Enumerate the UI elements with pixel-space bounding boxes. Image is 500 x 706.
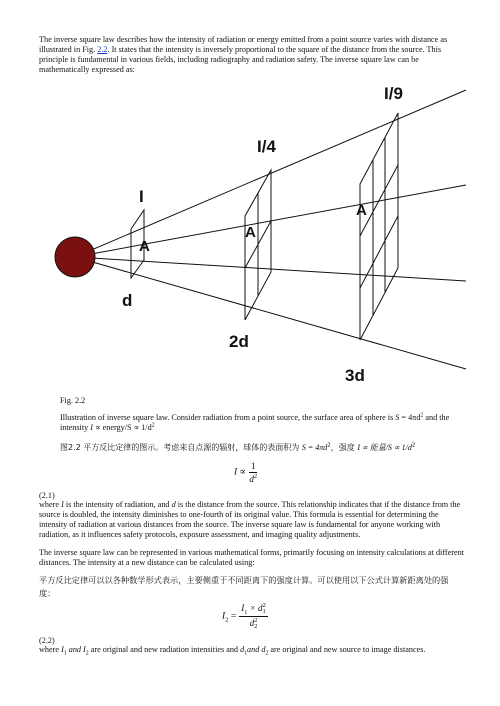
eq2-num-sub: 1 <box>244 608 248 616</box>
eq2-num-sub2: 1 <box>262 608 266 615</box>
last-sub: 2 <box>265 650 269 657</box>
last-var: d <box>261 645 266 654</box>
eq2-den-sup: 2 <box>254 617 258 624</box>
last-text: and <box>247 645 262 654</box>
caption-sup: 2 <box>151 422 155 429</box>
eq1-den-sup: 2 <box>253 473 258 480</box>
label-intensity-mid: I/4 <box>257 137 276 156</box>
equation-label-2-1: (2.1) <box>39 491 55 500</box>
last-sub: 2 <box>85 650 89 657</box>
last-var: d <box>240 645 245 654</box>
caption-text: and the intensity <box>60 413 450 432</box>
caption-sup: 2 <box>420 412 424 419</box>
last-sub: 1 <box>63 650 67 657</box>
point-source <box>55 237 95 277</box>
equation-2-2 <box>222 603 268 630</box>
screen-far <box>360 113 398 340</box>
caption-text: ∝ energy/S ∝ 1/d <box>92 423 152 432</box>
eq2-fraction <box>239 603 267 630</box>
screen-mid <box>245 170 271 320</box>
equation-2-1 <box>234 461 257 484</box>
figure-number: Fig. 2.2 <box>60 396 86 405</box>
label-distance-near: d <box>122 291 133 310</box>
eq2-lhs: I <box>222 611 226 622</box>
eq1-den-var: d <box>249 474 254 484</box>
label-distance-far: 3d <box>345 366 365 385</box>
eq2-num-sup: 2 <box>262 602 266 609</box>
last-var: I <box>61 645 64 654</box>
figure-caption-zh <box>60 442 415 454</box>
intro-text: The inverse square law describes how the intensity of radiation or energy emitted from a point source varies with distance as illustrated in Fig. <box>39 35 448 54</box>
caption-zh-sup: 2 <box>327 442 331 449</box>
forms-paragraph-zh: 平方反比定律可以以各种数学形式表示，主要侧重于不同距离下的强度计算。可以使用以下公式计算新距离处的强度： <box>39 575 449 598</box>
where-text: is the distance from the source. This relationship indicates that if the distance from the source is doubled, the intensity diminishes to one-fourth of its original value. This formula is essential for determining the intensity of radiation at various distances from the source. The inverse square law is fundamental for anyone working with radiation, as it influences safety protocols, exposure assessment, and imaging quality adjustments. <box>39 500 461 539</box>
label-area-mid: A <box>245 224 256 241</box>
where-var-d: d <box>171 500 176 509</box>
label-distance-mid: 2d <box>229 332 249 351</box>
label-intensity-far: I/9 <box>384 84 403 103</box>
caption-var-s: S <box>395 413 400 422</box>
caption-zh-formula: I ∝ 能量/S ∝ 1/d <box>357 443 412 452</box>
eq2-den-var: d <box>249 618 255 629</box>
eq1-numerator: 1 <box>250 461 256 471</box>
last-var: I <box>83 645 86 654</box>
last-text: and <box>66 645 84 654</box>
eq2-num-var: I <box>241 603 245 614</box>
where-text: is the intensity of radiation, and <box>63 500 172 509</box>
eq2-den-sub: 2 <box>254 623 258 630</box>
caption-zh-text: 图2.2 平方反比定律的图示。考虑来自点源的辐射，球体的表面积为 <box>60 443 302 452</box>
eq1-lhs: I ∝ <box>234 467 246 478</box>
where-text: where <box>39 500 62 509</box>
eq2-lhs-sub: 2 <box>225 616 229 624</box>
caption-text: Illustration of inverse square law. Consider radiation from a point source, the surface area of sphere is <box>60 413 396 422</box>
last-text: are original and new radiation intensities and <box>88 645 241 654</box>
where-var-i: I <box>61 500 64 509</box>
caption-var-i: I <box>90 423 93 432</box>
eq1-fraction <box>249 461 258 484</box>
last-sub: 1 <box>244 650 248 657</box>
label-area-far: A <box>356 202 367 219</box>
caption-zh-sup: 2 <box>411 442 416 449</box>
caption-zh-text: ，强度 <box>330 443 358 452</box>
eq2-numerator <box>239 603 267 617</box>
last-paragraph <box>39 645 464 655</box>
label-area-near: A <box>139 238 150 255</box>
forms-paragraph: The inverse square law can be represented in various mathematical forms, primarily focusing on intensity calculations at different distances. The intensity at a new distance can be calculated using: <box>39 548 464 567</box>
intro-text-continued: . It states that the intensity is inversely proportional to the square of the distance from the source. This principle is fundamental in various fields, including radiography and radiation safety. The inverse square law can be mathematically expressed as: <box>39 45 442 74</box>
equation-label-2-2: (2.2) <box>39 636 55 645</box>
label-intensity-near: I <box>139 187 144 206</box>
eq2-equals: = <box>228 611 237 622</box>
caption-text: = 4πd <box>399 413 421 422</box>
figure-caption <box>60 413 460 433</box>
figure-link[interactable]: 2.2 <box>97 45 108 54</box>
last-text: where <box>39 645 62 654</box>
where-paragraph <box>39 500 464 540</box>
eq2-denominator <box>250 617 258 630</box>
eq1-denominator <box>249 473 257 484</box>
eq2-num-times: × d <box>247 603 263 614</box>
caption-zh-formula: S = 4πd <box>301 443 328 452</box>
last-text: are original and new source to image distances. <box>268 645 426 654</box>
